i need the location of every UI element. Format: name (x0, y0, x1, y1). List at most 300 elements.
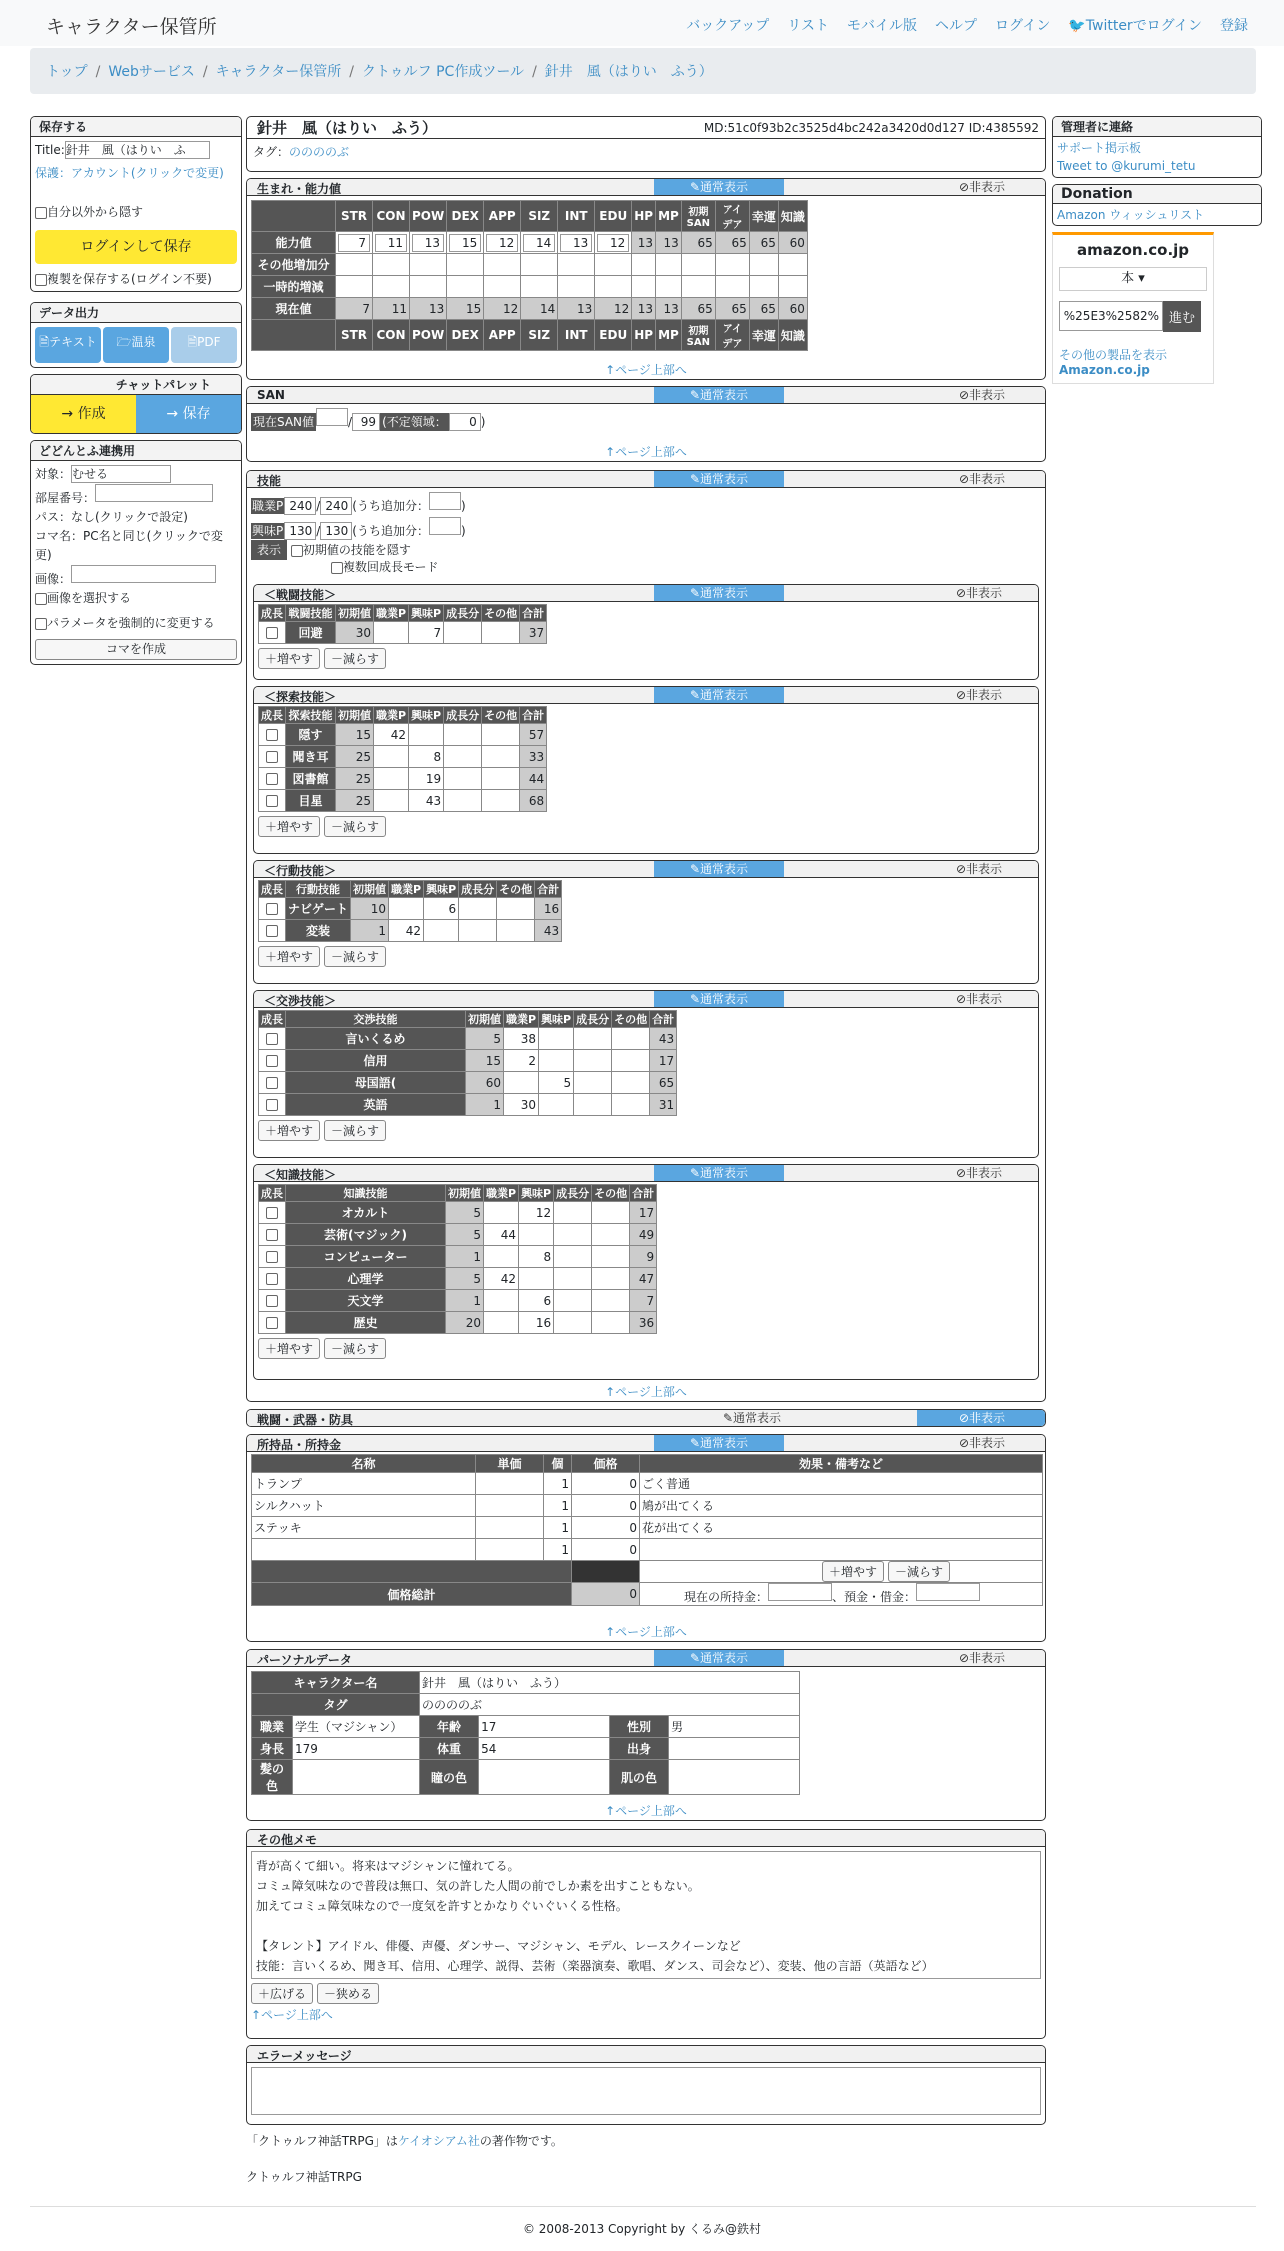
nav-twitter-login[interactable]: 🐦Twitterでログイン (1068, 18, 1202, 34)
hobby-point-input[interactable]: 19 (409, 768, 444, 790)
ability-hide-toggle[interactable]: ⊘非表示 (958, 180, 1006, 194)
nav-help[interactable]: ヘルプ (935, 18, 978, 34)
skill-name: 聞き耳 (286, 746, 336, 768)
koma-link[interactable]: コマ名：PC名と同じ(クリックで変更) (35, 529, 223, 562)
items-inc-button[interactable]: ＋増やす (822, 1561, 884, 1582)
amazon-select[interactable]: 本 ▾ (1059, 267, 1207, 291)
know-inc-button[interactable]: ＋増やす (258, 1338, 320, 1359)
table-row: 変装 1 42 43 (259, 920, 562, 942)
table-row: 隠す 15 42 57 (259, 724, 547, 746)
hobby-point-input[interactable]: 43 (409, 790, 444, 812)
dodon-box: どどんとふ連携用 対象：むせる 部屋番号： パス：なし(クリックで設定) コマ名：PC名と同じ(クリックで変更) 画像： 画像を選択する パラメータを強制的に変更する コマを作成 (30, 440, 242, 665)
hobby-point-input[interactable] (409, 724, 444, 746)
other-input[interactable] (482, 724, 520, 746)
item-note-input[interactable]: 花が出てくる (640, 1517, 1043, 1539)
title-label: Title (35, 143, 61, 157)
hobby-point-input[interactable]: 7 (409, 622, 444, 644)
action-normal-toggle[interactable]: ✎通常表示 (654, 861, 784, 877)
other-input[interactable] (592, 1312, 630, 1334)
know-normal-toggle[interactable]: ✎通常表示 (654, 1165, 784, 1181)
donation-title: Donation (1053, 185, 1261, 204)
char-ids: MD:51c0f93b2c3525d4bc242a3420d0d127 ID:4385592 (703, 121, 1039, 135)
palette-box (30, 374, 242, 434)
items-pagetop[interactable]: ↑ページ上部へ (605, 1625, 687, 1639)
hobby-point-input[interactable]: 8 (409, 746, 444, 768)
login-save-button[interactable]: ログインして保存 (35, 230, 237, 264)
skill-name: 天文学 (286, 1290, 446, 1312)
top-navbar (0, 0, 1284, 46)
skill-points: 職業P 240 / 240 (うち追加分： ) 興味P 130 / 130 (うち追加分： ) 表示 初期値の技能を隠す 複数回成長モード (247, 488, 1045, 580)
table-row: 歴史 20 16 36 (259, 1312, 657, 1334)
nego-dec-button[interactable]: －減らす (324, 1120, 386, 1141)
memo-textarea[interactable]: 背が高くて細い。将来はマジシャンに憧れてる。 コミュ障気味なので普段は無口、気の許した人間の前でしか素を出すこともない。 加えてコミュ障気味なので一度気を許すとかなりぐいぐいくる性格。 【タレント】アイドル、俳優、声優、ダンサー、マジシャン、モデル、レースクイーンなど 技能：言いくるめ、聞き耳、信用、心理学、説得、芸術（楽器演奏、歌唱、ダンス、司会など）、変装、他の言語（英語など） (251, 1851, 1041, 1979)
palette-make-button[interactable]: → 作成 (31, 395, 136, 433)
item-note-input[interactable]: ごく普通 (640, 1473, 1043, 1495)
skin-input[interactable] (669, 1760, 800, 1795)
grow-checkbox[interactable] (266, 1229, 278, 1241)
job-point-input[interactable]: 42 (484, 1268, 519, 1290)
skill-name: 母国語( (286, 1072, 466, 1094)
job-point-input[interactable] (374, 746, 409, 768)
hobby-point-input[interactable] (539, 1094, 574, 1116)
personal-hide-toggle[interactable]: ⊘非表示 (958, 1651, 1006, 1665)
job-point-input[interactable]: 30 (504, 1094, 539, 1116)
amazon-logo: amazon.co.jp (1076, 241, 1190, 259)
items-normal-toggle[interactable]: ✎通常表示 (654, 1435, 784, 1451)
trpg-label: クトゥルフ神話TRPG (246, 2170, 362, 2184)
grow-input[interactable] (574, 1050, 612, 1072)
memo-shrink-button[interactable]: －狭める (317, 1983, 379, 2004)
skill-name: 隠す (286, 724, 336, 746)
other-input[interactable] (482, 768, 520, 790)
grow-input[interactable] (444, 746, 482, 768)
pass-link[interactable]: パス：なし(クリックで設定) (35, 510, 188, 524)
job-point-input[interactable]: 42 (389, 920, 424, 942)
other-input[interactable] (482, 746, 520, 768)
nav-login[interactable]: ログイン (995, 18, 1051, 34)
amazon-go-button[interactable]: 進む (1163, 301, 1201, 332)
job-point-input[interactable] (484, 1246, 519, 1268)
other-input[interactable] (592, 1290, 630, 1312)
grow-checkbox[interactable] (266, 1251, 278, 1263)
ability-table: STR CON POW DEX APP SIZ INT EDU HP MP 初期SAN アイデア 幸運 知識 能力値 7 11 13 15 12 14 13 12 13 13 65 65 65 60 その他増加分 一時的増減 現在値 7 11 13 15 12 14 13 12 13 13 65 65 65 60 STR CON POW DEX APP SIZ INT EDU HP MP 初期SAN アイデア 幸運 知識 (251, 200, 808, 351)
action-skill-group: ＜行動技能＞ ✎通常表示 ⊘非表示 成長 行動技能 初期値 職業P 興味P 成長分 その他 合計 ナビゲート 10 6 16 変装 1 42 43 ＋増やす －減らす (253, 860, 1039, 984)
char-name: 針井 風（はりい ふう） (257, 119, 438, 137)
save-title: 保存する (31, 117, 241, 137)
memo-panel: その他メモ 背が高くて細い。将来はマジシャンに憧れてる。 コミュ障気味なので普段は無口、気の許した人間の前でしか素を出すこともない。 加えてコミュ障気味なので一度気を許すとかなりぐいぐいくる性格。 【タレント】アイドル、俳優、声優、ダンサー、マジシャン、モデル、レースクイーンなど 技能：言いくるめ、聞き耳、信用、心理学、説得、芸術（楽器演奏、歌唱、ダンス、司会など）、変装、他の言語（英語など） ＋広げる －狭める ↑ページ上部へ (246, 1829, 1046, 2039)
grow-input[interactable] (554, 1202, 592, 1224)
amazon-more[interactable]: その他の製品を表示 (1059, 348, 1168, 362)
know-dec-button[interactable]: －減らす (324, 1338, 386, 1359)
item-price-input[interactable] (476, 1495, 544, 1517)
grow-checkbox[interactable] (266, 795, 278, 807)
explore-dec-button[interactable]: －減らす (324, 816, 386, 837)
grow-checkbox[interactable] (266, 627, 278, 639)
grow-checkbox[interactable] (266, 1273, 278, 1285)
grow-input[interactable] (444, 622, 482, 644)
explore-inc-button[interactable]: ＋増やす (258, 816, 320, 837)
skill-name: 英語 (286, 1094, 466, 1116)
table-row: 信用 15 2 17 (259, 1050, 677, 1072)
grow-input[interactable] (444, 724, 482, 746)
hobby-point-input[interactable]: 6 (519, 1290, 554, 1312)
grow-checkbox[interactable] (266, 1317, 278, 1329)
san-panel: SAN ✎通常表示 ⊘非表示 現在SAN値 / 99 (不定領域： 0 ) ↑ページ上部へ (246, 386, 1046, 462)
palette-save-button[interactable]: → 保存 (136, 395, 241, 433)
table-row: 回避 30 7 37 (259, 622, 547, 644)
crumb-char[interactable]: 針井 風（はりい ふう） (544, 64, 713, 80)
combat-hide-toggle[interactable]: ⊘非表示 (955, 586, 1003, 600)
grow-checkbox[interactable] (266, 903, 278, 915)
grow-input[interactable] (554, 1224, 592, 1246)
text-output-button[interactable]: 🗎テキスト (35, 327, 101, 363)
table-row: 英語 1 30 31 (259, 1094, 677, 1116)
items-dec-button[interactable]: －減らす (888, 1561, 950, 1582)
grow-checkbox[interactable] (266, 1033, 278, 1045)
hide-checkbox[interactable] (35, 207, 47, 219)
personal-normal-toggle[interactable]: ✎通常表示 (654, 1650, 784, 1666)
job-point-input[interactable]: 2 (504, 1050, 539, 1072)
item-price-input[interactable] (476, 1539, 544, 1561)
item-price-input[interactable] (476, 1517, 544, 1539)
output-box (30, 302, 242, 368)
personal-panel: パーソナルデータ ✎通常表示 ⊘非表示 キャラクター名 針井 風（はりい ふう） タグ ののののぶ 職業 学生（マジシャン） 年齢 17 性別 男 身長 179 体重 54 出身 髪の色 瞳の色 肌の色 ↑ページ上部へ (246, 1649, 1046, 1821)
hobby-point-input[interactable]: 5 (539, 1072, 574, 1094)
hobby-add-input[interactable] (429, 517, 461, 535)
hobby-point-input[interactable] (519, 1224, 554, 1246)
height-input[interactable]: 179 (292, 1738, 419, 1760)
item-row: ステッキ 1 0 花が出てくる (252, 1517, 1043, 1539)
param-checkbox[interactable] (35, 618, 47, 630)
weapons-normal-toggle[interactable]: ✎通常表示 (722, 1411, 782, 1425)
skill-name: 図書館 (286, 768, 336, 790)
eye-input[interactable] (479, 1760, 610, 1795)
item-row: シルクハット 1 0 鳩が出てくる (252, 1495, 1043, 1517)
birth-input[interactable] (669, 1738, 800, 1760)
explore-hide-toggle[interactable]: ⊘非表示 (955, 688, 1003, 702)
make-koma-button[interactable]: コマを作成 (35, 639, 237, 660)
job-input[interactable]: 学生（マジシャン） (292, 1716, 419, 1738)
con-select[interactable]: 11 (375, 234, 407, 252)
job-point-input[interactable] (374, 622, 409, 644)
top-nav (686, 15, 1248, 35)
item-row: 1 0 (252, 1539, 1043, 1561)
siz-select[interactable]: 14 (523, 234, 555, 252)
job-point-input[interactable] (374, 768, 409, 790)
know-hide-toggle[interactable]: ⊘非表示 (955, 1166, 1003, 1180)
explore-normal-toggle[interactable]: ✎通常表示 (654, 687, 784, 703)
other-input[interactable] (592, 1246, 630, 1268)
pow-select[interactable]: 13 (412, 234, 444, 252)
table-row: 聞き耳 25 8 33 (259, 746, 547, 768)
job-point-input[interactable]: 42 (374, 724, 409, 746)
money-input[interactable] (768, 1583, 832, 1601)
table-row: 言いくるめ 5 38 43 (259, 1028, 677, 1050)
skill-name: 言いくるめ (286, 1028, 466, 1050)
table-row: 心理学 5 42 47 (259, 1268, 657, 1290)
protect-link[interactable]: 保護：アカウント(クリックで変更) (35, 166, 224, 180)
grow-input[interactable] (574, 1028, 612, 1050)
other-input[interactable] (612, 1050, 650, 1072)
crumb-tool[interactable]: クトゥルフ PC作成ツール (362, 64, 525, 80)
nav-list[interactable]: リスト (787, 18, 830, 34)
job-point-input[interactable] (484, 1312, 519, 1334)
app-select[interactable]: 12 (486, 234, 518, 252)
ability-pagetop[interactable]: ↑ページ上部へ (605, 363, 687, 377)
output-title: データ出力 (31, 303, 241, 323)
combat-normal-toggle[interactable]: ✎通常表示 (654, 585, 784, 601)
onsen-button[interactable]: 🗁温泉 (103, 327, 169, 363)
credit: 「クトゥルフ神話TRPG」はケイオシアム社の著作物です。 (246, 2134, 563, 2148)
hobby-point-input[interactable] (539, 1028, 574, 1050)
hobby-point-input[interactable] (539, 1050, 574, 1072)
other-input[interactable] (592, 1268, 630, 1290)
other-input[interactable] (612, 1094, 650, 1116)
brand-title[interactable]: キャラクター保管所 (46, 16, 217, 38)
twitter-icon: 🐦 (1068, 18, 1086, 34)
nego-skill-group: ＜交渉技能＞ ✎通常表示 ⊘非表示 成長 交渉技能 初期値 職業P 興味P 成長分 その他 合計 言いくるめ 5 38 43 信用 15 2 17 母国語( 60 5 65 英語 1 30 31 ＋増やす －減らす (253, 990, 1039, 1158)
grow-input[interactable] (444, 790, 482, 812)
room-input[interactable] (95, 484, 213, 502)
other-input[interactable] (482, 790, 520, 812)
img-select-checkbox[interactable] (35, 593, 47, 605)
right-sidebar (1052, 116, 1262, 384)
skill-name: 信用 (286, 1050, 466, 1072)
hobby-point-input[interactable] (424, 920, 459, 942)
table-row: 母国語( 60 5 65 (259, 1072, 677, 1094)
name-input[interactable]: 針井 風（はりい ふう） (420, 1672, 800, 1694)
other-input[interactable] (592, 1202, 630, 1224)
item-count-input[interactable]: 1 (544, 1517, 572, 1539)
other-input[interactable] (497, 920, 535, 942)
grow-input[interactable] (554, 1312, 592, 1334)
skill-panel: 技能 ✎通常表示 ⊘非表示 職業P 240 / 240 (うち追加分： ) 興味P 130 / 130 (うち追加分： ) 表示 初期値の技能を隠す 複数回成長モード ＜戦闘技能＞ ✎通常表示 ⊘非表示 成長 戦闘技能 初期値 職業P 興味P 成長分 その他 合計 回避 30 7 37 ＋増やす －減らす ＜探索技能＞ ✎通常表示 ⊘非表示 成長 探索技能 初期値 職業P 興味P 成長分 その他 合計 隠す 15 42 57 聞き耳 25 8 33 図書館 25 19 44 目星 25 43 68 ＋増やす －減らす ＜行動技能＞ ✎通常表示 ⊘非表示 成長 行動技能 初期値 職業P 興味P 成長分 その他 合計 ナビゲート 10 6 16 変装 1 42 43 ＋増やす －減らす ＜交渉技能＞ ✎通常表示 ⊘非表示 成長 交渉技能 初期値 職業P 興味P 成長分 その他 合計 言いくるめ 5 38 43 信用 15 2 17 母国語( 60 5 65 英語 1 30 31 ＋増やす －減らす ＜知識技能＞ ✎通常表示 ⊘非表示 成長 知識技能 初期値 職業P 興味P 成長分 その他 合計 オカルト 5 12 17 芸術(マジック) 5 44 49 コンピューター 1 8 9 心理学 5 42 47 天文学 1 6 7 歴史 20 16 36 ＋増やす －減らす ↑ページ上部へ (246, 470, 1046, 1402)
hobby-point-input[interactable] (519, 1268, 554, 1290)
dup-label: 複製を保存する(ログイン不要) (47, 272, 212, 286)
nav-mobile[interactable]: モバイル版 (847, 18, 918, 34)
hide-init-checkbox[interactable] (291, 545, 303, 557)
item-name-input[interactable]: ステッキ (252, 1517, 476, 1539)
action-hide-toggle[interactable]: ⊘非表示 (955, 862, 1003, 876)
skill-name: 歴史 (286, 1312, 446, 1334)
skill-name: コンピューター (286, 1246, 446, 1268)
grow-checkbox[interactable] (266, 729, 278, 741)
other-input[interactable] (482, 622, 520, 644)
nav-register[interactable]: 登録 (1220, 18, 1248, 34)
other-input[interactable] (592, 1224, 630, 1246)
action-skill-table: 成長 行動技能 初期値 職業P 興味P 成長分 その他 合計 ナビゲート 10 6 16 変装 1 42 43 (258, 880, 562, 942)
job-point-input[interactable] (484, 1202, 519, 1224)
skill-pagetop[interactable]: ↑ページ上部へ (605, 1385, 687, 1399)
item-row: トランプ 1 0 ごく普通 (252, 1473, 1043, 1495)
grow-checkbox[interactable] (266, 1295, 278, 1307)
skill-normal-toggle[interactable]: ✎通常表示 (654, 471, 784, 487)
job-point-input[interactable] (484, 1290, 519, 1312)
skill-name: 心理学 (286, 1268, 446, 1290)
grow-checkbox[interactable] (266, 925, 278, 937)
hair-input[interactable] (292, 1760, 419, 1795)
weapons-panel: 戦闘・武器・防具 ✎通常表示 ⊘非表示 (246, 1409, 1046, 1427)
grow-input[interactable] (459, 898, 497, 920)
grow-checkbox[interactable] (266, 751, 278, 763)
multi-checkbox[interactable] (331, 562, 343, 574)
grow-checkbox[interactable] (266, 1055, 278, 1067)
crumb-web[interactable]: Webサービス (108, 64, 195, 80)
job-point-input[interactable] (374, 790, 409, 812)
skill-name: ナビゲート (286, 898, 351, 920)
breadcrumb: トップ / Webサービス / キャラクター保管所 / クトゥルフ PC作成ツール / 針井 風（はりい ふう） (30, 48, 1256, 94)
skill-name: 回避 (286, 622, 336, 644)
hide-label: 自分以外から隠す (47, 205, 144, 219)
pdf-icon: 🗎 (187, 335, 198, 349)
job-point-input[interactable]: 44 (484, 1224, 519, 1246)
dup-checkbox[interactable] (35, 274, 47, 286)
tag-input[interactable]: ののののぶ (420, 1694, 800, 1716)
item-name-input[interactable]: シルクハット (252, 1495, 476, 1517)
job-point-input[interactable] (389, 898, 424, 920)
grow-input[interactable] (574, 1094, 612, 1116)
items-table: 名称 単価 個 価格 効果・備考など トランプ 1 0 ごく普通 シルクハット 1 0 鳩が出てくる ステッキ 1 0 花が出てくる 1 0 ＋増やす －減らす 価格総計 0 現在の所持金： 、預金・借金： (251, 1454, 1043, 1606)
memo-expand-button[interactable]: ＋広げる (251, 1983, 313, 2004)
memo-pagetop[interactable]: ↑ページ上部へ (251, 2008, 333, 2022)
ability-normal-toggle[interactable]: ✎通常表示 (654, 179, 784, 195)
grow-checkbox[interactable] (266, 1207, 278, 1219)
explore-skill-group: ＜探索技能＞ ✎通常表示 ⊘非表示 成長 探索技能 初期値 職業P 興味P 成長分 その他 合計 隠す 15 42 57 聞き耳 25 8 33 図書館 25 19 44 目星 25 43 68 ＋増やす －減らす (253, 686, 1039, 854)
combat-dec-button[interactable]: －減らす (324, 648, 386, 669)
palette-title: チャットパレット (31, 375, 241, 395)
grow-checkbox[interactable] (266, 1099, 278, 1111)
save-box: 保存する Title:針井 風（はりい ふ 保護：アカウント(クリックで変更) 自分以外から隠す ログインして保存 複製を保存する(ログイン不要) (30, 116, 242, 292)
grow-input[interactable] (459, 920, 497, 942)
edu-select[interactable]: 12 (597, 234, 629, 252)
san-current-input[interactable] (316, 408, 348, 426)
target-select[interactable]: むせる (71, 465, 171, 483)
other-input[interactable] (612, 1028, 650, 1050)
personal-table: キャラクター名 針井 風（はりい ふう） タグ ののののぶ 職業 学生（マジシャン） 年齢 17 性別 男 身長 179 体重 54 出身 髪の色 瞳の色 肌の色 (251, 1671, 800, 1795)
san-pagetop[interactable]: ↑ページ上部へ (605, 445, 687, 459)
item-note-input[interactable] (640, 1539, 1043, 1561)
grow-input[interactable] (444, 768, 482, 790)
other-input[interactable] (497, 898, 535, 920)
job-point-input[interactable] (504, 1072, 539, 1094)
nego-hide-toggle[interactable]: ⊘非表示 (955, 992, 1003, 1006)
crumb-top[interactable]: トップ (46, 64, 88, 80)
dodon-title: どどんとふ連携用 (31, 441, 241, 461)
dex-select[interactable]: 15 (449, 234, 481, 252)
chaosium-link[interactable]: ケイオシアム社 (397, 2134, 480, 2148)
title-input[interactable]: 針井 風（はりい ふ (65, 141, 210, 159)
job-add-input[interactable] (429, 492, 461, 510)
table-row: 図書館 25 19 44 (259, 768, 547, 790)
file-icon: 🗎 (39, 335, 49, 349)
tweet-link[interactable]: Tweet to @kurumi_tetu (1057, 159, 1196, 173)
san-hide-toggle[interactable]: ⊘非表示 (958, 388, 1006, 402)
error-textarea[interactable] (251, 2067, 1041, 2115)
wishlist-link[interactable]: Amazon ウィッシュリスト (1057, 208, 1205, 222)
grow-input[interactable] (554, 1268, 592, 1290)
grow-checkbox[interactable] (266, 1077, 278, 1089)
image-input[interactable] (71, 565, 216, 583)
know-skill-group: ＜知識技能＞ ✎通常表示 ⊘非表示 成長 知識技能 初期値 職業P 興味P 成長分 その他 合計 オカルト 5 12 17 芸術(マジック) 5 44 49 コンピューター 1 8 9 心理学 5 42 47 天文学 1 6 7 歴史 20 16 36 ＋増やす －減らす (253, 1164, 1039, 1380)
hobby-point-input[interactable]: 12 (519, 1202, 554, 1224)
know-skill-table: 成長 知識技能 初期値 職業P 興味P 成長分 その他 合計 オカルト 5 12 17 芸術(マジック) 5 44 49 コンピューター 1 8 9 心理学 5 42 47 天文学 1 6 7 歴史 20 16 36 (258, 1184, 657, 1334)
int-select[interactable]: 13 (560, 234, 592, 252)
amazon-link[interactable]: Amazon.co.jp (1059, 363, 1150, 377)
item-name-input[interactable] (252, 1539, 476, 1561)
debt-input[interactable] (916, 1583, 980, 1601)
left-sidebar (30, 116, 242, 671)
nego-inc-button[interactable]: ＋増やす (258, 1120, 320, 1141)
amazon-search[interactable]: %25E3%2582% (1059, 301, 1163, 331)
grow-input[interactable] (554, 1290, 592, 1312)
combat-skill-table: 成長 戦闘技能 初期値 職業P 興味P 成長分 その他 合計 回避 30 7 37 (258, 604, 547, 644)
pdf-button[interactable]: 🗎PDF (171, 327, 237, 363)
room-label: 部屋番号： (35, 491, 96, 505)
item-note-input[interactable]: 鳩が出てくる (640, 1495, 1043, 1517)
skill-name: 目星 (286, 790, 336, 812)
skill-name: 変装 (286, 920, 351, 942)
grow-input[interactable] (574, 1072, 612, 1094)
amazon-widget (1052, 232, 1214, 384)
nego-skill-table: 成長 交渉技能 初期値 職業P 興味P 成長分 その他 合計 言いくるめ 5 38 43 信用 15 2 17 母国語( 60 5 65 英語 1 30 31 (258, 1010, 677, 1116)
admin-title: 管理者に連絡 (1053, 117, 1261, 137)
skill-hide-toggle[interactable]: ⊘非表示 (958, 472, 1006, 486)
copyright: © 2008-2013 Copyright by くるみ@鉄村 (522, 2222, 762, 2236)
weight-input[interactable]: 54 (479, 1738, 610, 1760)
item-count-input[interactable]: 1 (544, 1495, 572, 1517)
item-count-input[interactable]: 1 (544, 1539, 572, 1561)
skill-name: オカルト (286, 1202, 446, 1224)
action-inc-button[interactable]: ＋増やす (258, 946, 320, 967)
combat-inc-button[interactable]: ＋増やす (258, 648, 320, 669)
folder-icon: 🗁 (116, 335, 132, 349)
ability-panel: 生まれ・能力値 ✎通常表示 ⊘非表示 STR CON POW DEX APP SIZ INT EDU HP MP 初期SAN アイデア 幸運 知識 能力値 7 11 13 15 12 14 13 12 13 13 65 65 65 60 その他増加分 一時的増減 現在値 7 11 13 15 12 14 13 12 13 13 65 65 65 60 STR CON POW DEX APP SIZ INT EDU HP MP 初期SAN アイデア 幸運 知識 ↑ページ上部へ (246, 178, 1046, 380)
hobby-point-input[interactable]: 8 (519, 1246, 554, 1268)
table-row: ナビゲート 10 6 16 (259, 898, 562, 920)
other-input[interactable] (612, 1072, 650, 1094)
item-count-input[interactable]: 1 (544, 1473, 572, 1495)
san-normal-toggle[interactable]: ✎通常表示 (654, 387, 784, 403)
char-header: 針井 風（はりい ふう） MD:51c0f93b2c3525d4bc242a3420d0d127 ID:4385592 タグ：ののののぶ (246, 116, 1046, 172)
items-panel: 所持品・所持金 ✎通常表示 ⊘非表示 名称 単価 個 価格 効果・備考など トランプ 1 0 ごく普通 シルクハット 1 0 鳩が出てくる ステッキ 1 0 花が出てくる 1 0 ＋増やす －減らす 価格総計 0 現在の所持金： 、預金・借金： ↑ページ上部へ (246, 1434, 1046, 1642)
tag-link[interactable]: ののののぶ (289, 145, 350, 159)
nego-normal-toggle[interactable]: ✎通常表示 (654, 991, 784, 1007)
sex-input[interactable]: 男 (669, 1716, 800, 1738)
table-row: 天文学 1 6 7 (259, 1290, 657, 1312)
crumb-storage[interactable]: キャラクター保管所 (215, 64, 342, 80)
hobby-point-input[interactable]: 16 (519, 1312, 554, 1334)
table-row: 目星 25 43 68 (259, 790, 547, 812)
table-row: 芸術(マジック) 5 44 49 (259, 1224, 657, 1246)
nav-backup[interactable]: バックアップ (686, 18, 770, 34)
weapons-hide-toggle[interactable]: ⊘非表示 (917, 1410, 1046, 1426)
fuv-input[interactable]: 0 (449, 413, 481, 431)
job-point-input[interactable]: 38 (504, 1028, 539, 1050)
hobby-point-input[interactable]: 6 (424, 898, 459, 920)
support-link[interactable]: サポート掲示板 (1057, 141, 1142, 155)
item-name-input[interactable]: トランプ (252, 1473, 476, 1495)
str-select[interactable]: 7 (338, 234, 370, 252)
error-panel: エラーメッセージ (246, 2045, 1046, 2125)
age-input[interactable]: 17 (479, 1716, 610, 1738)
items-hide-toggle[interactable]: ⊘非表示 (958, 1436, 1006, 1450)
grow-checkbox[interactable] (266, 773, 278, 785)
grow-input[interactable] (554, 1246, 592, 1268)
table-row: コンピューター 1 8 9 (259, 1246, 657, 1268)
item-price-input[interactable] (476, 1473, 544, 1495)
personal-pagetop[interactable]: ↑ページ上部へ (605, 1804, 687, 1818)
action-dec-button[interactable]: －減らす (324, 946, 386, 967)
